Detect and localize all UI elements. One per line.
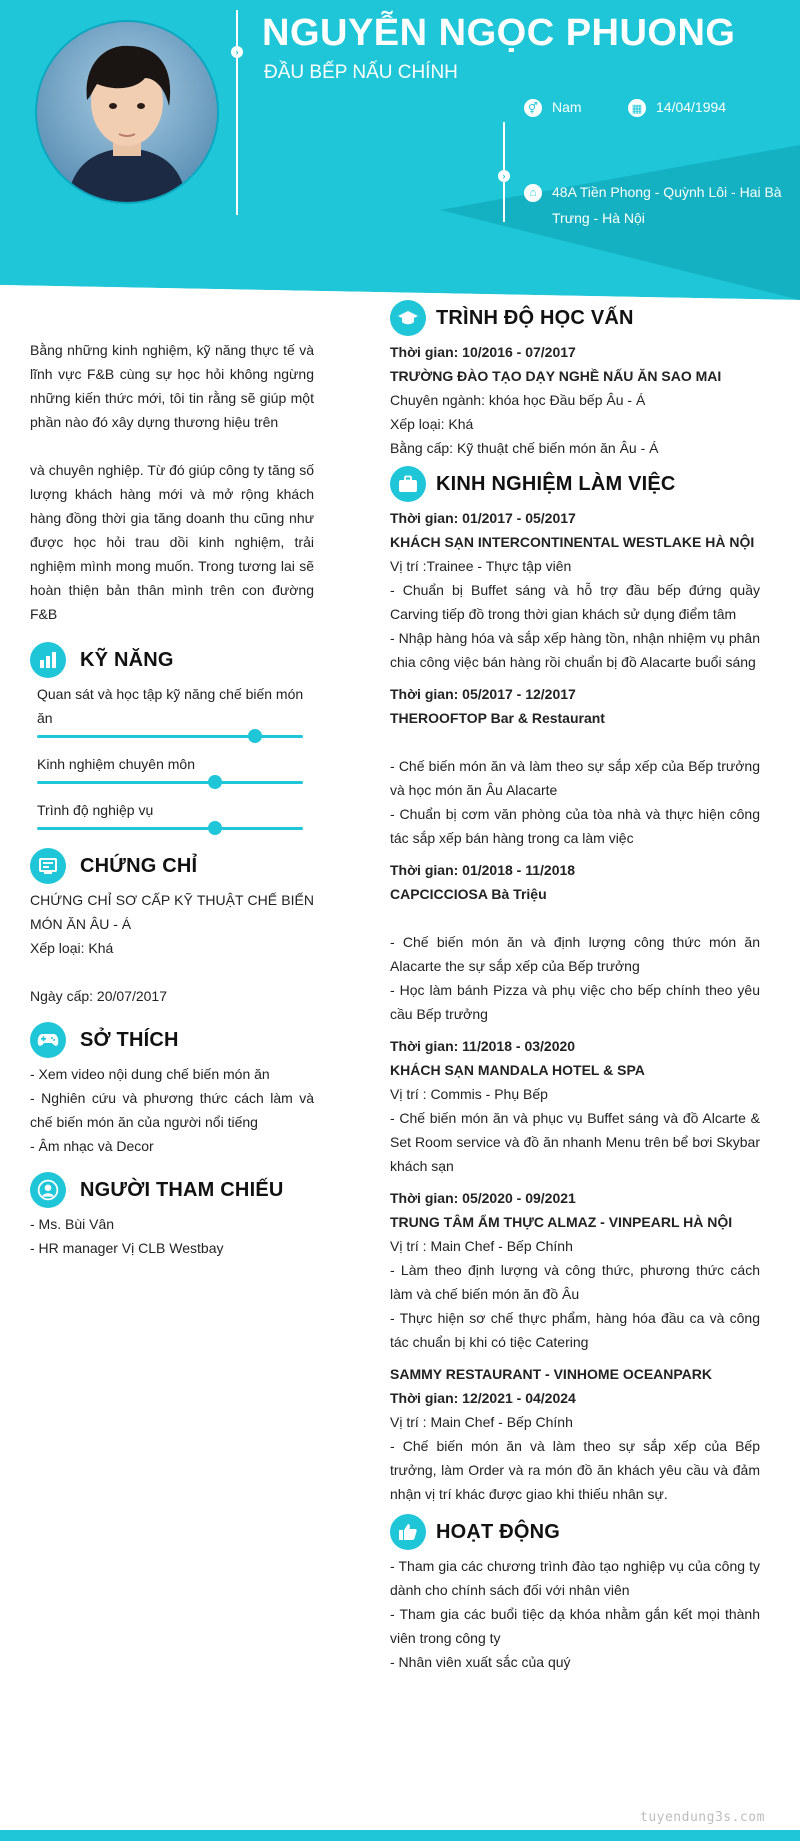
experience-title: KINH NGHIỆM LÀM VIỆC bbox=[436, 472, 676, 495]
briefcase-icon bbox=[390, 466, 426, 502]
activity-item: - Nhân viên xuất sắc của quý bbox=[390, 1654, 571, 1670]
activity-item: - Tham gia các buổi tiệc dạ khóa nhằm gắn kết mọi thành viên trong công ty bbox=[390, 1606, 760, 1646]
chevron-right-icon: › bbox=[498, 170, 510, 182]
education-grade: Xếp loại: Khá bbox=[390, 416, 474, 432]
avatar bbox=[35, 20, 219, 204]
gamepad-icon bbox=[30, 1022, 66, 1058]
experience-time: Thời gian: 12/2021 - 04/2024 bbox=[390, 1390, 576, 1406]
certificate-name: CHỨNG CHỈ SƠ CẤP KỸ THUẬT CHẾ BIẾN MÓN ĂN ÂU - Á bbox=[30, 892, 314, 932]
experience-duty: - Thực hiện sơ chế thực phẩm, hàng hóa đầu ca và công tác chuẩn bị khi có tiệc Catering bbox=[390, 1310, 760, 1350]
education-school: TRƯỜNG ĐÀO TẠO DẠY NGHỀ NẤU ĂN SAO MAI bbox=[390, 368, 722, 384]
avatar-photo bbox=[37, 22, 217, 202]
experience-duty: - Làm theo định lượng và công thức, phương thức cách làm và chế biến món ăn đồ Âu bbox=[390, 1262, 760, 1302]
gender-value: Nam bbox=[552, 99, 582, 115]
left-column bbox=[30, 300, 314, 1260]
hobby-item: - Nghiên cứu và phương thức cách làm và chế biến món ăn của người nổi tiếng bbox=[30, 1090, 314, 1130]
experience-company: KHÁCH SẠN MANDALA HOTEL & SPA bbox=[390, 1062, 645, 1078]
experience-duty: - Chế biến món ăn và làm theo sự sắp xếp của Bếp trưởng và học món ăn Âu Alacarte bbox=[390, 758, 760, 798]
watermark: tuyendung3s.com bbox=[640, 1810, 765, 1825]
experience-list bbox=[390, 506, 760, 1506]
experience-time: Thời gian: 05/2020 - 09/2021 bbox=[390, 1190, 576, 1206]
skill-level-knob bbox=[248, 729, 262, 743]
skill-bar bbox=[37, 827, 303, 830]
skill-bar bbox=[37, 781, 303, 784]
experience-duty: - Nhập hàng hóa và sắp xếp hàng tồn, nhận nhiệm vụ phân chia công việc bán hàng rồi chuẩn bị đồ Alacarte buổi sáng bbox=[390, 630, 760, 670]
experience-company: TRUNG TÂM ẨM THỰC ALMAZ - VINPEARL HÀ NỘI bbox=[390, 1214, 733, 1230]
address-info bbox=[524, 183, 784, 231]
thumbs-up-icon bbox=[390, 1514, 426, 1550]
experience-position: Vị trí : Main Chef - Bếp Chính bbox=[390, 1414, 573, 1430]
experience-entry bbox=[390, 1186, 760, 1354]
experience-duty: - Học làm bánh Pizza và phụ việc cho bếp chính theo yêu cầu Bếp trưởng bbox=[390, 982, 760, 1022]
experience-entry bbox=[390, 858, 760, 1026]
skill-item bbox=[30, 682, 314, 738]
experience-entry bbox=[390, 1034, 760, 1178]
references-section-header bbox=[30, 1172, 314, 1208]
skill-level-knob bbox=[208, 775, 222, 789]
experience-duty: - Chuẩn bị cơm văn phòng của tòa nhà và thực hiện công tác sắp xếp bán hàng trong ca làm việc bbox=[390, 806, 760, 846]
education-degree: Bằng cấp: Kỹ thuật chế biến món ăn Âu - Á bbox=[390, 440, 659, 456]
job-title: ĐẦU BẾP NẤU CHÍNH bbox=[264, 62, 458, 83]
hobbies-section-header bbox=[30, 1022, 314, 1058]
skill-bar bbox=[37, 735, 303, 738]
experience-time: Thời gian: 01/2018 - 11/2018 bbox=[390, 862, 576, 878]
graduation-cap-icon bbox=[390, 300, 426, 336]
experience-duty: - Chế biến món ăn và phục vụ Buffet sáng và đồ Alcarte & Set Room service và đồ ăn nhanh Menu trên bể bơi Skybar khách sạn bbox=[390, 1110, 760, 1174]
certificates-title: CHỨNG CHỈ bbox=[80, 854, 198, 877]
gender-info bbox=[524, 98, 582, 120]
activities-content bbox=[390, 1554, 760, 1674]
references-title: NGƯỜI THAM CHIẾU bbox=[80, 1178, 284, 1201]
certificates-section-header bbox=[30, 848, 314, 884]
education-major: Chuyên ngành: khóa học Đầu bếp Âu - Á bbox=[390, 392, 646, 408]
skill-item bbox=[30, 752, 314, 784]
activities-section-header bbox=[390, 1514, 760, 1550]
experience-time: Thời gian: 01/2017 - 05/2017 bbox=[390, 510, 576, 526]
hobby-item: - Xem video nội dung chế biến món ăn bbox=[30, 1066, 270, 1082]
certificates-content bbox=[30, 888, 314, 1008]
birthday-value: 14/04/1994 bbox=[656, 99, 727, 115]
experience-position: Vị trí :Trainee - Thực tập viên bbox=[390, 558, 572, 574]
objective-paragraph-2: và chuyên nghiệp. Từ đó giúp công ty tăng số lượng khách hàng mới và mở rộng khách hàng đồng thời gia tăng doanh thu cũng như được học hỏi trau dồi kinh nghiệm, trải nghiệm mình mong muốn. Trong tương lai sẽ hoàn thiện bản thân mình trên con đường F&B bbox=[30, 462, 314, 622]
education-time: Thời gian: 10/2016 - 07/2017 bbox=[390, 344, 576, 360]
skill-name: Kinh nghiệm chuyên môn bbox=[37, 756, 195, 772]
activities-title: HOẠT ĐỘNG bbox=[436, 1520, 561, 1543]
candidate-name: NGUYỄN NGỌC PHUONG bbox=[262, 12, 736, 54]
skills-section-header bbox=[30, 642, 314, 678]
experience-entry bbox=[390, 1362, 760, 1506]
chevron-right-icon: › bbox=[231, 46, 243, 58]
activity-item: - Tham gia các chương trình đào tạo nghiệp vụ của công ty dành cho chính sách đối với nhân viên bbox=[390, 1558, 760, 1598]
references-content bbox=[30, 1212, 314, 1260]
gender-icon: ⚥ bbox=[524, 99, 542, 117]
home-icon: ⌂ bbox=[524, 184, 542, 202]
header-divider-line bbox=[236, 10, 238, 215]
experience-time: Thời gian: 05/2017 - 12/2017 bbox=[390, 686, 576, 702]
experience-company: SAMMY RESTAURANT - VINHOME OCEANPARK bbox=[390, 1366, 713, 1382]
certificate-date: Ngày cấp: 20/07/2017 bbox=[30, 988, 167, 1004]
experience-duty: - Chế biến món ăn và định lượng công thức món ăn Alacarte the sự sắp xếp của Bếp trưởng bbox=[390, 934, 760, 974]
experience-duty: - Chuẩn bị Buffet sáng và hỗ trợ đầu bếp đứng quầy Carving tiếp đồ trong thời gian khách sử dụng điểm tâm bbox=[390, 582, 760, 622]
hobbies-content bbox=[30, 1062, 314, 1158]
skills-title: KỸ NĂNG bbox=[80, 648, 174, 671]
skill-name: Trình độ nghiệp vụ bbox=[37, 802, 154, 818]
reference-name: - Ms. Bùi Vân bbox=[30, 1216, 115, 1232]
address-line-1: 48A Tiền Phong - Quỳnh Lôi - Hai Bà bbox=[552, 184, 782, 200]
education-section-header bbox=[390, 300, 760, 336]
certificate-grade: Xếp loại: Khá bbox=[30, 940, 114, 956]
person-icon bbox=[30, 1172, 66, 1208]
career-objective bbox=[30, 338, 314, 626]
hobbies-title: SỞ THÍCH bbox=[80, 1028, 179, 1051]
experience-time: Thời gian: 11/2018 - 03/2020 bbox=[390, 1038, 576, 1054]
experience-entry bbox=[390, 506, 760, 674]
objective-paragraph-1: Bằng những kinh nghiệm, kỹ năng thực tế và lĩnh vực F&B cùng sự học hỏi không ngừng những kiến thức mới, tôi tin rằng sẽ giúp một phần nào đó xây dựng thương hiệu trên bbox=[30, 342, 314, 430]
right-column bbox=[390, 300, 760, 1674]
bar-chart-icon bbox=[30, 642, 66, 678]
calendar-icon: ▦ bbox=[628, 99, 646, 117]
birthday-info bbox=[628, 98, 726, 120]
experience-duty: - Chế biến món ăn và làm theo sự sắp xếp của Bếp trưởng, làm Order và ra món đồ ăn khách yêu cầu và đảm nhận vị trí khác được giao khi thiếu nhân sự. bbox=[390, 1438, 760, 1502]
experience-company: CAPCICCIOSA Bà Triệu bbox=[390, 886, 547, 902]
experience-company: THEROOFTOP Bar & Restaurant bbox=[390, 710, 605, 726]
experience-section-header bbox=[390, 466, 760, 502]
experience-company: KHÁCH SẠN INTERCONTINENTAL WESTLAKE HÀ NỘI bbox=[390, 534, 755, 550]
reference-position: - HR manager Vị CLB Westbay bbox=[30, 1240, 224, 1256]
experience-position: Vị trí : Main Chef - Bếp Chính bbox=[390, 1238, 573, 1254]
experience-position: Vị trí : Commis - Phụ Bếp bbox=[390, 1086, 548, 1102]
skill-name: Quan sát và học tập kỹ năng chế biến món ăn bbox=[37, 686, 304, 726]
education-content bbox=[390, 340, 760, 460]
skill-level-knob bbox=[208, 821, 222, 835]
education-title: TRÌNH ĐỘ HỌC VẤN bbox=[436, 306, 634, 329]
address-line-2: Trưng - Hà Nội bbox=[552, 210, 645, 226]
certificate-icon bbox=[30, 848, 66, 884]
hobby-item: - Âm nhạc và Decor bbox=[30, 1138, 154, 1154]
experience-entry bbox=[390, 682, 760, 850]
skill-item bbox=[30, 798, 314, 830]
footer-bar bbox=[0, 1830, 800, 1841]
